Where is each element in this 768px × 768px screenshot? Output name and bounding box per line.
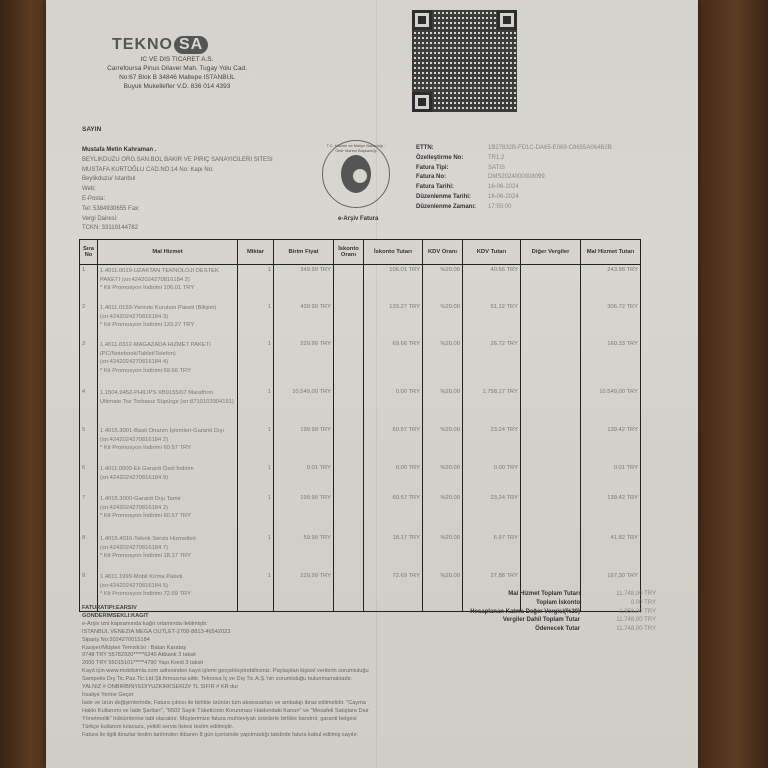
qr-finder-icon xyxy=(497,10,517,30)
seller-address-1: Carrefoursa Pinus Dilaver Mah. Tugay Yolu Cad. xyxy=(107,65,247,72)
invoice-meta xyxy=(416,144,612,213)
cell-disc: 106.01 TRY xyxy=(364,265,423,303)
col-header: Sıra No xyxy=(80,240,98,265)
cell-vat: 6.97 TRY xyxy=(463,533,521,571)
meta-value: 1B27832B-FD1C-DA65-E069-C8655A064B2B xyxy=(488,145,612,151)
col-header: İskonto Tutarı xyxy=(364,240,423,265)
cell-other xyxy=(521,387,581,425)
col-header: KDV Tutarı xyxy=(463,240,521,265)
item-description: 1.4011.0000-Ek Garanti Özel İndirim (sn:4242024270816184 9) xyxy=(100,466,194,481)
cell-no: 5 xyxy=(80,425,98,463)
meta-value: DMS2024000008099 xyxy=(488,174,545,181)
cell-disc-rate xyxy=(334,387,364,425)
buyer-line: Tel: 5384930655 Fax: xyxy=(82,205,140,212)
meta-value: TR1.2 xyxy=(488,154,505,161)
cell-qty: 1 xyxy=(238,302,274,339)
meta-row xyxy=(416,144,612,154)
cell-vat-rate: %20.00 xyxy=(423,425,463,463)
table-header-row xyxy=(80,240,641,265)
cell-total: 167.30 TRY xyxy=(581,571,641,612)
cell-disc-rate xyxy=(334,533,364,571)
item-promo: * Kit Promosyon İndirimi 18.17 TRY xyxy=(100,553,191,560)
note-line: İade ve ürün değişimlerinde, Fatura çıktısı ile birlikte ürünün tüm aksesuarları ve ambalajı ibraz edilmelidir. "Cayma xyxy=(82,699,366,706)
cell-qty: 1 xyxy=(238,265,274,303)
cell-disc: 133.27 TRY xyxy=(364,302,423,339)
qr-finder-icon xyxy=(412,92,432,112)
cell-other xyxy=(521,533,581,571)
cell-vat: 27.88 TRY xyxy=(463,571,521,612)
buyer-line: Web: xyxy=(82,186,96,193)
seal-ring-text: T.C. Hazine ve Maliye Bakanlığı · Gelir İdaresi Başkanlığı xyxy=(326,143,386,153)
buyer-line: TCKN: 33119144782 xyxy=(82,225,138,232)
total-row xyxy=(440,616,656,625)
buyer-info xyxy=(82,146,322,234)
cell-vat: 40.66 TRY xyxy=(463,265,521,303)
cell-total: 41.82 TRY xyxy=(581,533,641,571)
item-promo: * Kit Promosyon İndirimi 133.27 TRY xyxy=(100,322,195,329)
invoice-notes xyxy=(82,605,422,739)
cell-qty: 1 xyxy=(238,463,274,493)
seller-info xyxy=(82,55,272,91)
item-promo: * Kit Promosyon İndirimi 60.57 TRY xyxy=(100,445,191,452)
item-description: 1.4011.0159-Yerinde Kurulum Paketi (Bilişim) (sn:4242024270816184 3) xyxy=(100,305,217,320)
col-header: KDV Oranı xyxy=(423,240,463,265)
cell-qty: 1 xyxy=(238,533,274,571)
cell-description xyxy=(98,533,238,571)
cell-other xyxy=(521,265,581,303)
meta-row xyxy=(416,203,612,213)
item-description: 1.4015.3000-Garanti Dışı Tamir (sn:4242024270816184 2) xyxy=(100,496,181,511)
cell-qty: 1 xyxy=(238,493,274,533)
col-header: Birim Fiyat xyxy=(274,240,334,265)
gib-logo-icon xyxy=(341,155,371,193)
cell-vat-rate: %20.00 xyxy=(423,493,463,533)
total-row xyxy=(440,599,656,608)
cell-vat: 23.24 TRY xyxy=(463,425,521,463)
cell-total: 10.549,00 TRY xyxy=(581,387,641,425)
cell-disc: 0.00 TRY xyxy=(364,463,423,493)
cell-unit: 349.99 TRY xyxy=(274,265,334,303)
cell-vat: 23,24 TRY xyxy=(463,493,521,533)
col-header: Mal Hizmet Tutarı xyxy=(581,240,641,265)
cell-disc-rate xyxy=(334,493,364,533)
cell-total: 0.01 TRY xyxy=(581,463,641,493)
total-value: 11.748,00 TRY xyxy=(616,617,656,624)
total-value: 11.748,00 TRY xyxy=(616,626,656,633)
cell-description xyxy=(98,493,238,533)
cell-unit: 199.99 TRY xyxy=(274,493,334,533)
cell-no: 3 xyxy=(80,339,98,387)
meta-label: Fatura No: xyxy=(416,174,446,181)
col-header: Diğer Vergiler xyxy=(521,240,581,265)
note-line: Sipariş No:2024270015184 xyxy=(82,636,150,643)
cell-unit: 199.99 TRY xyxy=(274,425,334,463)
table-row xyxy=(80,493,641,533)
note-line: Fatura ile ilgili itirazlar teslim tarihinden itibaren 8 gün içerisinde yapılmadığı takdirde fatura kabul edilmiş sayılır. xyxy=(82,731,359,738)
items-table xyxy=(79,239,641,612)
meta-label: Fatura Tarihi: xyxy=(416,184,454,191)
cell-disc-rate xyxy=(334,425,364,463)
cell-no: 9 xyxy=(80,571,98,612)
cell-vat: 26.72 TRY xyxy=(463,339,521,387)
note-line: e-Arşiv izni kapsamında kağıt ortamında iletilmiştir. xyxy=(82,620,208,627)
total-value: 11.748,00 TRY xyxy=(616,591,656,597)
note-line: İrsaliye Yerine Geçer xyxy=(82,691,134,698)
meta-value: 17:50:00 xyxy=(488,203,512,210)
total-value: 1.958,00 TRY xyxy=(619,608,656,615)
note-line: ISTANBUL VENEZIA MEGA OUTLET-2708-8813-46542023 xyxy=(82,628,231,635)
cell-disc: 60.57 TRY xyxy=(364,493,423,533)
cell-vat-rate: %20.00 xyxy=(423,339,463,387)
note-line: YALNIZ # ONBIRBINYEDIYUZKIRKSEKIZ# TL SIFIR # KR dur xyxy=(82,684,239,691)
total-row xyxy=(440,608,656,617)
buyer-line: Beylikduzu/ Istanbul xyxy=(82,176,136,183)
item-promo: * Kit Promosyon İndirimi 106.01 TRY xyxy=(100,285,195,292)
item-promo: * Kit Promosyon İndirimi 60.57 TRY xyxy=(100,513,191,520)
cell-vat-rate: %20.00 xyxy=(423,302,463,339)
meta-label: Düzenlenme Zamanı: xyxy=(416,203,477,210)
cell-disc: 72.69 TRY xyxy=(364,571,423,612)
seller-logo xyxy=(112,36,208,54)
total-row xyxy=(440,590,656,599)
total-value: 0.00 TRY xyxy=(630,599,656,606)
cell-vat-rate: %20.00 xyxy=(423,571,463,612)
table-row xyxy=(80,339,641,387)
cell-total: 243.98 TRY xyxy=(581,265,641,303)
buyer-line: BEYLIKDUZU ORG.SAN.BOL BAKIR VE PIRIÇ SANAYICILERI SITESI xyxy=(82,156,273,163)
table-row xyxy=(80,463,641,493)
meta-row xyxy=(416,154,612,164)
total-label: Mal Hizmet Toplam Tutarı xyxy=(508,591,580,597)
cell-disc: 18.17 TRY xyxy=(364,533,423,571)
table-row xyxy=(80,533,641,571)
cell-unit: 59.99 TRY xyxy=(274,533,334,571)
cell-vat-rate: %20.00 xyxy=(423,387,463,425)
cell-other xyxy=(521,339,581,387)
seller-address-2: No:67 Blok B 34846 Maltepe ISTANBUL xyxy=(119,74,235,81)
meta-value: SATIS xyxy=(488,164,505,171)
note-line: Kasiyer/Müşteri Temsilcisi : Batan Karataş xyxy=(82,644,187,651)
cell-description xyxy=(98,387,238,425)
seller-name: IC VE DIS TICARET A.S. xyxy=(140,56,214,63)
note-line: 9748 TRY 55782920*****6240 Akbank 3 taksit xyxy=(82,652,196,659)
cell-unit: 439.99 TRY xyxy=(274,302,334,339)
buyer-line: E-Posta: xyxy=(82,195,106,202)
item-description: 1.4011.1999-Mobil Kırma Paketi (sn:4242024270816184 5) xyxy=(100,574,183,589)
cell-other xyxy=(521,463,581,493)
total-label: Ödenecek Tutar xyxy=(535,626,580,633)
meta-row xyxy=(416,173,612,183)
cell-vat-rate: %20.00 xyxy=(423,533,463,571)
cell-unit: 229.99 TRY xyxy=(274,571,334,612)
qr-finder-icon xyxy=(412,10,432,30)
cell-no: 2 xyxy=(80,302,98,339)
cell-no: 1 xyxy=(80,265,98,303)
item-description: 1.1504.9452-PHILIPS XB9155/07 Marathon Ultimate Toz Torbasız Süpürge (sn:8710103904151) xyxy=(100,390,234,405)
item-promo: * Kit Promosyon İndirimi 72.69 TRY xyxy=(100,591,191,598)
col-header: Miktar xyxy=(238,240,274,265)
note-line: GONDERIMSEKLI:KAGIT xyxy=(82,612,149,619)
total-row xyxy=(440,625,656,634)
cell-disc: 0.00 TRY xyxy=(364,387,423,425)
item-description: 1.4015.4016-Teknik Servis Hizmetleri (sn:4242024270816184 7) xyxy=(100,536,196,551)
cell-disc-rate xyxy=(334,339,364,387)
cell-total: 160.33 TRY xyxy=(581,339,641,387)
note-line: Yönetmelik" hükümlerine tabi olacaktır. Müşterimize fatura muhteviyatı ürünlerle birlikte bandrol, garanti belgesi xyxy=(82,715,357,722)
cell-qty: 1 xyxy=(238,387,274,425)
cell-description xyxy=(98,302,238,339)
meta-label: ETTN: xyxy=(416,145,434,151)
meta-row xyxy=(416,193,612,203)
cell-unit: 10.549,00 TRY xyxy=(274,387,334,425)
cell-description xyxy=(98,425,238,463)
cell-total: 139.42 TRY xyxy=(581,425,641,463)
buyer-line: MUSTAFA KURTOĞLU CAD.NO:14 No: Kapı No: xyxy=(82,166,214,173)
cell-disc-rate xyxy=(334,302,364,339)
note-line: Hakkı Kullanımı ve İade Şartları", "6502 Sayılı Tüketicinin Korunması Hakkındaki Kanun" ve "Mesafeli Satışlara Dair xyxy=(82,707,369,714)
cell-vat-rate: %20.00 xyxy=(423,463,463,493)
meta-row xyxy=(416,183,612,193)
col-header: Mal Hizmet xyxy=(98,240,238,265)
meta-row xyxy=(416,164,612,174)
total-label: Toplam İskonto xyxy=(536,599,580,606)
cell-other xyxy=(521,493,581,533)
buyer-line: Vergi Dairesi: xyxy=(82,215,118,222)
cell-vat: 1.758,17 TRY xyxy=(463,387,521,425)
cell-unit: 0.01 TRY xyxy=(274,463,334,493)
cell-vat: 51,12 TRY xyxy=(463,302,521,339)
cell-disc: 69.66 TRY xyxy=(364,339,423,387)
earsiv-caption: e-Arşiv Fatura xyxy=(338,216,379,222)
meta-value: 16-06-2024 xyxy=(488,193,519,200)
note-line: 2000 TRY 55015101*****4790 Yapı Kredi 3 taksit xyxy=(82,660,204,667)
cell-total: 306.72 TRY xyxy=(581,302,641,339)
note-line: Kayıt için www.mobilsimla.com adresinden kayıt işlemi gerçekleştirebilirsiniz. Paylaşılan kişisel verilerin sorumluluğu xyxy=(82,668,369,675)
cell-unit: 229.99 TRY xyxy=(274,339,334,387)
meta-label: Özelleştirme No: xyxy=(416,154,464,161)
table-row xyxy=(80,265,641,303)
table-row xyxy=(80,302,641,339)
cell-no: 7 xyxy=(80,493,98,533)
gib-seal-icon xyxy=(322,140,390,208)
buyer-name: Mustafa Metin Kahraman . xyxy=(82,147,157,153)
cell-vat-rate: %20.00 xyxy=(423,265,463,303)
cell-other xyxy=(521,425,581,463)
note-line: Türkçe kullanım kılavuzu, yetkili servis listesi teslim edilmiştir. xyxy=(82,723,234,730)
total-label: Hesaplanan Katma Değer Vergisi(%20) xyxy=(470,608,580,615)
qr-code xyxy=(412,10,517,112)
cell-disc: 60.57 TRY xyxy=(364,425,423,463)
meta-label: Düzenlenme Tarihi: xyxy=(416,193,471,200)
cell-qty: 1 xyxy=(238,571,274,612)
item-description: 1.4015.3001-Basit Onarım İşlemleri-Garanti Dışı (sn:4242024270816184 2) xyxy=(100,428,225,443)
note-line: FATURATIPI:EARSIV xyxy=(82,605,137,611)
table-row xyxy=(80,425,641,463)
cell-qty: 1 xyxy=(238,425,274,463)
cell-total: 139,42 TRY xyxy=(581,493,641,533)
cell-description xyxy=(98,265,238,303)
meta-label: Fatura Tipi: xyxy=(416,164,449,171)
logo-text: TEKNO xyxy=(112,36,173,53)
col-header: İskonto Oranı xyxy=(334,240,364,265)
note-line: Sampeks Dış Tic.Paz.Tic.Ltd.Şti.firmasına aittir. Teknosa İç ve Dış Tic.A.Ş.'nin sorumluluğu bulunmamaktadır. xyxy=(82,676,353,683)
item-description: 1.4011.0312-MAGAZADA HIZMET PAKETI (PC/Notebook/Tablet/Telefon) (sn:4242024270816184 4) xyxy=(100,342,211,366)
cell-disc-rate xyxy=(334,265,364,303)
item-promo: * Kit Promosyon İndirimi 69.66 TRY xyxy=(100,367,191,374)
cell-disc-rate xyxy=(334,463,364,493)
table-row xyxy=(80,387,641,425)
cell-qty: 1 xyxy=(238,339,274,387)
salutation: SAYIN xyxy=(82,126,102,133)
logo-badge: SA xyxy=(174,36,208,54)
cell-no: 6 xyxy=(80,463,98,493)
totals-block xyxy=(440,590,656,634)
cell-other xyxy=(521,302,581,339)
item-description: 1.4011.0019-UZAKTAN TEKNOLOJI DESTEK PAKETI (sn:4242024270816184 2) xyxy=(100,268,219,283)
total-label: Vergiler Dahil Toplam Tutar xyxy=(502,617,580,624)
meta-value: 16-06-2024 xyxy=(488,184,519,191)
cell-description xyxy=(98,339,238,387)
cell-no: 8 xyxy=(80,533,98,571)
seller-tax-office: Buyuk Mukellefler V.D. 836 014 4393 xyxy=(123,83,231,90)
cell-no: 4 xyxy=(80,387,98,425)
cell-vat: 0.00 TRY xyxy=(463,463,521,493)
cell-description xyxy=(98,463,238,493)
